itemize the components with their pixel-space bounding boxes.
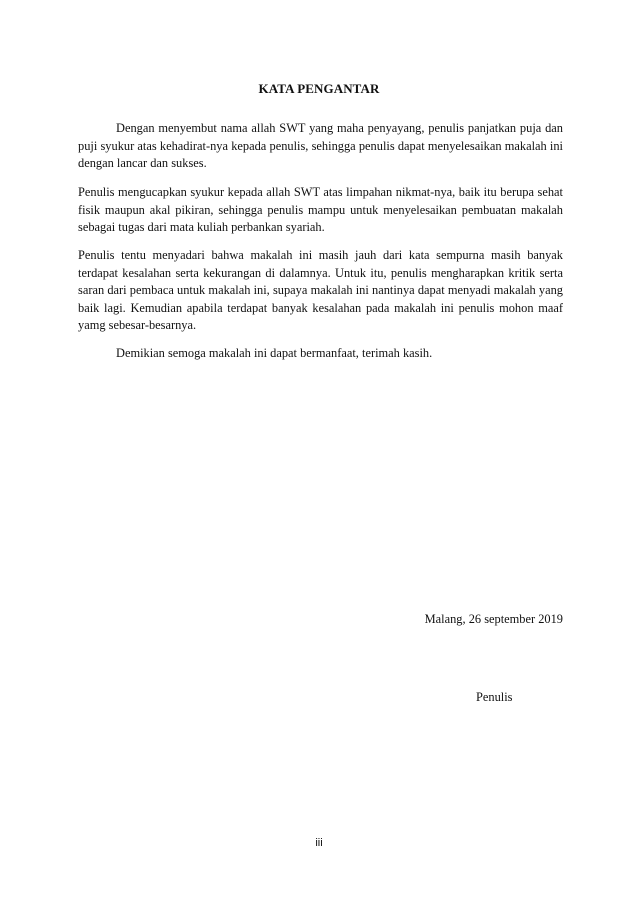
signer-name: Penulis: [476, 690, 513, 704]
paragraph-opening: Dengan menyembut nama allah SWT yang maha penyayang, penulis panjatkan puja dan puji syukur atas kehadirat-nya kepada penulis, sehingga penulis dapat menyelesaikan makalah ini dengan lancar dan sukses.: [78, 121, 563, 171]
page-title: KATA PENGANTAR: [258, 81, 380, 96]
page-number: iii: [315, 837, 323, 849]
paragraph-acknowledgement: Penulis tentu menyadari bahwa makalah ini masih jauh dari kata sempurna masih banyak terdapat kesalahan serta kekurangan di dalamnya. Untuk itu, penulis mengharapkan kritik serta saran dari pembaca untuk makalah ini, supaya makalah ini nantinya dapat menyadi makalah yang baik lagi. Kemudian apabila terdapat banyak kesalahan pada makalah ini penulis mohon maaf yamg sebesar-besarnya.: [78, 248, 563, 333]
paragraph-closing: Demikian semoga makalah ini dapat bermanfaat, terimah kasih.: [116, 346, 433, 360]
paragraph-gratitude: Penulis mengucapkan syukur kepada allah SWT atas limpahan nikmat-nya, baik itu berupa sehat fisik maupun akal pikiran, sehingga penulis mampu untuk menyelesaikan pembuatan makalah sebagai tugas dari mata kuliah perbankan syariah.: [78, 185, 563, 235]
place-date: Malang, 26 september 2019: [424, 612, 563, 626]
